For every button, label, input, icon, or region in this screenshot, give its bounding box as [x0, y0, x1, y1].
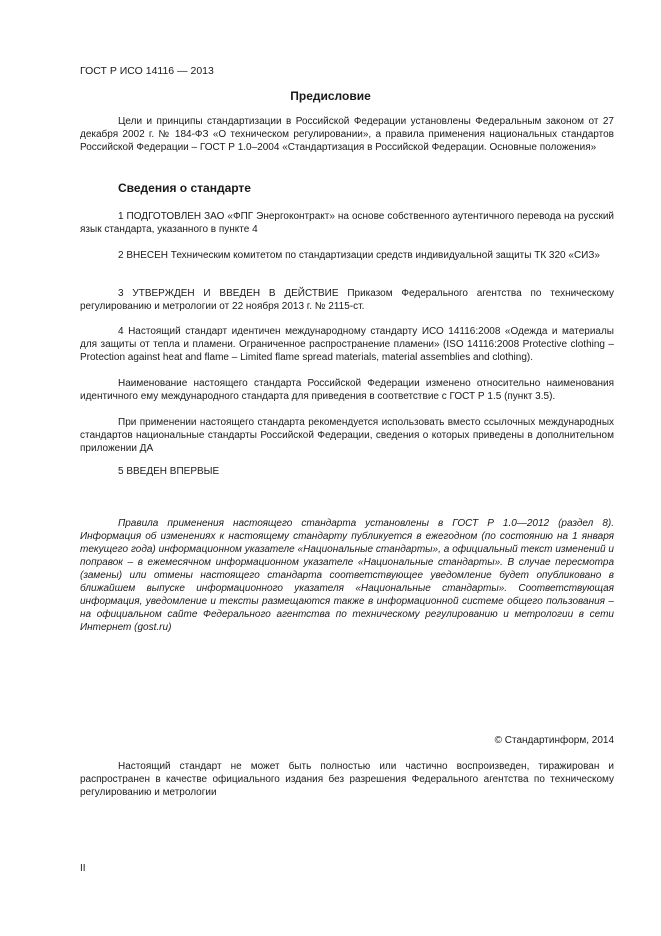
preface-intro-text: Цели и принципы стандартизации в Российской Федерации установлены Федеральным законом от 27 декабря 2002 г. № 184-ФЗ «О техническом регулировании», а правила применения национальных стандартов Российской Федерации – ГОСТ Р 1.0–2004 «Стандартизация в Российской Федерации. Основные положения» [80, 116, 614, 153]
info-title: Сведения о стандарте [118, 181, 251, 195]
info-item-4-refs-text: При применении настоящего стандарта рекомендуется использовать вместо ссылочных международных стандартов национальные стандарты Российской Федерации, сведения о которых приведены в дополнительном приложении ДА [80, 417, 614, 454]
preface-intro [80, 115, 614, 154]
rules-note [80, 517, 614, 634]
info-item-5-text: 5 ВВЕДЕН ВПЕРВЫЕ [118, 466, 220, 477]
info-item-4-name-text: Наименование настоящего стандарта Российской Федерации изменено относительно наименования идентичного ему международного стандарта для приведения в соответствие с ГОСТ Р 1.5 (пункт 3.5). [80, 378, 614, 402]
info-item-3 [80, 287, 614, 313]
info-item-2 [80, 249, 614, 262]
copyright-notice: © Стандартинформ, 2014 [494, 735, 614, 746]
doc-code-header: ГОСТ Р ИСО 14116 — 2013 [80, 65, 214, 77]
info-item-4-refs-note [80, 416, 614, 455]
info-item-1 [80, 210, 614, 236]
rules-note-text: Правила применения настоящего стандарта установлены в ГОСТ Р 1.0—2012 (раздел 8). Информация об изменениях к настоящему стандарту публикуется в ежегодном (по состоянию на 1 января текущего года) информационном указателе «Национальные стандарты», а официальный текст изменений и поправок – в ежемесячном информационном указателе «Национальные стандарты». В случае пересмотра (замены) или отмены настоящего стандарта соответствующее уведомление будет опубликовано в ближайшем выпуске информационного указателя «Национальные стандарты». Соответствующая информация, уведомление и тексты размещаются также в информационной системе общего пользования – на официальном сайте Федерального агентства по техническому регулированию и метрологии в сети Интернет (gost.ru) [80, 518, 614, 633]
page-number: II [80, 863, 86, 874]
info-item-4-name-note [80, 377, 614, 403]
reproduction-notice [80, 760, 614, 799]
info-item-1-text: 1 ПОДГОТОВЛЕН ЗАО «ФПГ Энергоконтракт» на основе собственного аутентичного перевода на русский язык стандарта, указанного в пункте 4 [80, 211, 614, 235]
info-item-5 [80, 465, 614, 478]
info-item-3-text: 3 УТВЕРЖДЕН И ВВЕДЕН В ДЕЙСТВИЕ Приказом Федерального агентства по техническому регулированию и метрологии от 22 ноября 2013 г. № 2115-ст. [80, 288, 614, 312]
info-item-4-text: 4 Настоящий стандарт идентичен международному стандарту ИСО 14116:2008 «Одежда и материалы для защиты от тепла и пламени. Ограниченное распространение пламени» (ISO 14116:2008 Protective clothing – Protection against heat and flame – Limited flame spread materials, material assemblies and clothing). [80, 326, 614, 363]
info-item-2-text: 2 ВНЕСЕН Техническим комитетом по стандартизации средств индивидуальной защиты ТК 320 «СИЗ» [118, 250, 600, 261]
preface-title: Предисловие [290, 89, 371, 103]
info-item-4 [80, 325, 614, 364]
reproduction-notice-text: Настоящий стандарт не может быть полностью или частично воспроизведен, тиражирован и распространен в качестве официального издания без разрешения Федерального агентства по техническому регулированию и метрологии [80, 761, 614, 798]
